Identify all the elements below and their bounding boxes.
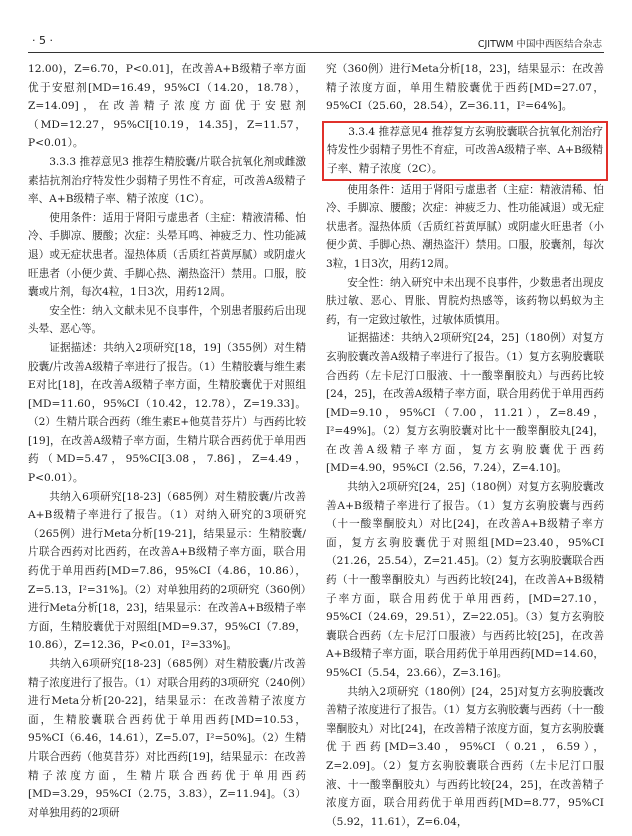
paragraph: 安全性：纳入研究中未出现不良事件，少数患者出现皮肤过敏、恶心、胃胀、胃脘灼热感等，该药物以蚂蚁为主药，有一定致过敏性，过敏体质慎用。: [326, 276, 604, 326]
journal-name: CJITWM 中国中西医结合杂志: [477, 39, 602, 50]
paragraph: 共纳入2项研究（180例）[24，25]对复方玄驹胶囊改善精子浓度进行了报告。（1）复方玄驹胶囊与西药（十一酸睾酮胶丸）对比[24]，在改善精子浓度方面，复方玄驹胶囊优于西药[MD=3.40，95%CI（0.21，6.59），Z=2.09]。（2）复方玄驹胶囊联合西药（左卡尼汀口服液、十一酸睾酮胶丸）与西药比较[24，25]，在改善精子浓度方面，联合用药优于单用西药[MD=8.77，95%CI（5.92，11.61），Z=6.04，: [326, 685, 604, 828]
paragraph: 使用条件：适用于肾阳亏虚患者（主症：精液清稀、怕冷、手脚凉、腰酸；次症：神疲乏力、性功能减退）或无症状患者。湿热体质（舌质红苔黄厚腻）或阴虚火旺患者（小便少黄、手脚心热、潮热盗汗）禁用。口服，胶囊剂，每次3粒，1日3次，用药12周。: [326, 183, 604, 270]
left-column: [28, 60, 306, 822]
recommendation-4-heading: 3.3.4 推荐意见4 推荐复方玄驹胶囊联合抗氧化剂治疗特发性少弱精子男性不育症，可改善A级精子率、A+B级精子率、精子浓度（2C）。: [327, 125, 603, 175]
paragraph: 证据描述：共纳入2项研究[18，19]（355例）对生精胶囊/片改善A级精子率进行了报告。（1）生精胶囊与维生素E对比[18]，在改善A级精子率方面，生精胶囊优于对照组[MD=11.60，95%CI（10.42，12.78），Z=19.33]。（2）生精片联合西药（维生素E+他莫昔芬片）与西药比较[19]，在改善A级精子率方面，生精片联合西药优于单用西药（MD=5.47，95%CI[3.08，7.86]，Z=4.49，P<0.01）。: [28, 341, 306, 485]
recommendation-3-heading: 3.3.3 推荐意见3 推荐生精胶囊/片联合抗氧化剂或雌激素拮抗剂治疗特发性少弱精子男性不育症，可改善A级精子率、A+B级精子率、精子浓度（1C）。: [28, 155, 306, 206]
highlight-box: [322, 121, 608, 181]
paragraph: 共纳入6项研究[18-23]（685例）对生精胶囊/片改善A+B级精子率进行了报告。（1）对纳入研究的3项研究（265例）进行Meta分析[19-21]，结果显示：生精胶囊/片联合西药对比西药，在改善A+B级精子率方面，联合用药优于单用西药[MD=7.86，95%CI（4.86，10.86），Z=5.13，I²=31%]。（2）对单独用药的2项研究（360例）进行Meta分析[18，23]，结果显示：在改善A+B级精子率方面，生精胶囊优于对照组[MD=9.37，95%CI（7.89，10.86），Z=12.36，P<0.01，I²=33%]。: [28, 490, 306, 652]
paragraph: 究（360例）进行Meta分析[18，23]，结果显示：在改善精子浓度方面，单用生精胶囊优于西药[MD=27.07，95%CI（25.60，28.54），Z=36.11，I²=64%]。: [326, 63, 604, 113]
paragraph: 安全性：纳入文献未见不良事件，个别患者服药后出现头晕、恶心等。: [28, 304, 306, 336]
paragraph: 共纳入2项研究[24，25]（180例）对复方玄驹胶囊改善A+B级精子率进行了报告。（1）复方玄驹胶囊与西药（十一酸睾酮胶丸）对比[24]，在改善A+B级精子率方面，复方玄驹胶囊优于对照组[MD=23.40，95%CI（21.26，25.54），Z=21.45]。（2）复方玄驹胶囊联合西药（十一酸睾酮胶丸）与西药比较[24]，在改善A+B级精子率方面，联合用药优于单用西药，[MD=27.10，95%CI（24.69，29.51），Z=22.05]。（3）复方玄驹胶囊联合西药（左卡尼汀口服液）与西药比较[25]，在改善A+B级精子率方面，联合用药优于单用西药[MD=14.60，95%CI（5.54，23.66），Z=3.16]。: [326, 481, 604, 679]
paragraph: 证据描述：共纳入2项研究[24，25]（180例）对复方玄驹胶囊改善A级精子率进行了报告。（1）复方玄驹胶囊联合西药（左卡尼汀口服液、十一酸睾酮胶丸）与西药比较[24，25]，在改善A级精子率方面，联合用药优于单用西药[MD=9.10，95%CI（7.00，11.21），Z=8.49，I²=49%]。（2）复方玄驹胶囊对比十一酸睾酮胶丸[24]，在改善A级精子率方面，复方玄驹胶囊优于西药[MD=4.90，95%CI（2.56，7.24），Z=4.10]。: [326, 332, 604, 475]
paragraph: 使用条件：适用于肾阳亏虚患者（主症：精液清稀、怕冷、手脚凉、腰酸；次症：头晕耳鸣、神疲乏力、性功能减退）或无症状患者。湿热体质（舌质红苔黄厚腻）或阴虚火旺患者（小便少黄、手脚心热、潮热盗汗）禁用。口服，胶囊或片剂，每次4粒，1日3次，用药12周。: [28, 211, 306, 299]
paragraph: 12.00)，Z=6.70，P<0.01]，在改善A+B级精子率方面优于安慰剂[MD=16.49，95%CI（14.20，18.78），Z=14.09]，在改善精子浓度方面优于安慰剂（MD=12.27，95%CI[10.19，14.35]，Z=11.57，P<0.01）。: [28, 63, 306, 150]
paragraph: 共纳入6项研究[18-23]（685例）对生精胶囊/片改善精子浓度进行了报告。（1）对联合用药的3项研究（240例）进行Meta分析[20-22]，结果显示：在改善精子浓度方面，生精胶囊联合西药优于单用西药[MD=10.53，95%CI（6.46，14.61），Z=5.07，I²=50%]。（2）生精片联合西药（他莫昔芬）对比西药[19]，结果显示：在改善精子浓度方面，生精片联合西药优于单用西药[MD=3.29，95%CI（2.75，3.83），Z=11.94]。（3）对单独用药的2项研: [28, 658, 306, 819]
page-header: [28, 32, 604, 53]
page-number: · 5 ·: [32, 34, 53, 47]
right-column: [326, 60, 604, 831]
